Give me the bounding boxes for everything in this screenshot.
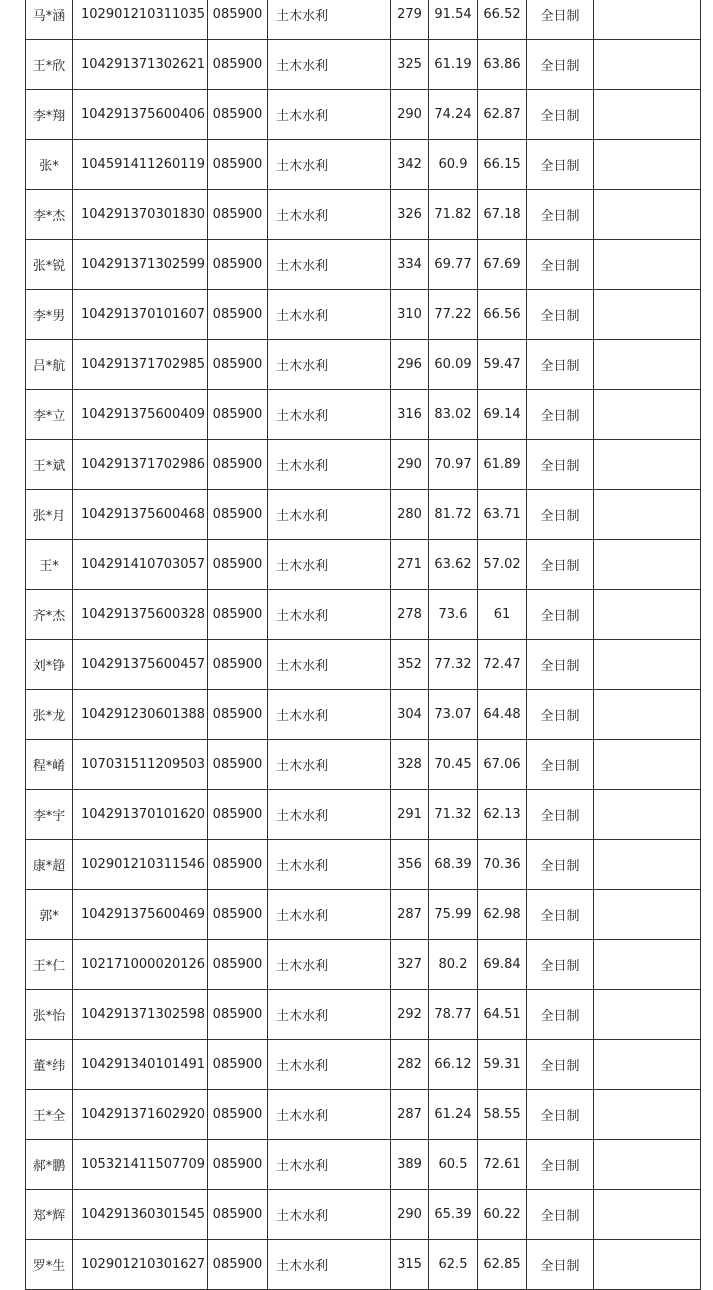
study-mode: 全日制 (527, 1090, 594, 1140)
candidate-name: 董*纬 (26, 1040, 73, 1090)
candidate-name: 王*仁 (26, 940, 73, 990)
remarks (594, 240, 701, 290)
table-row (26, 240, 701, 290)
table-row (26, 740, 701, 790)
remarks (594, 1140, 701, 1190)
major-name: 土木水利 (268, 790, 391, 840)
table-row (26, 190, 701, 240)
exam-number: 104291370301830 (73, 190, 208, 240)
total-score: 61.89 (478, 440, 527, 490)
total-score: 67.69 (478, 240, 527, 290)
table-row (26, 790, 701, 840)
total-score: 63.71 (478, 490, 527, 540)
initial-score: 296 (391, 340, 429, 390)
candidate-name: 李*宇 (26, 790, 73, 840)
major-code: 085900 (208, 790, 268, 840)
study-mode: 全日制 (527, 940, 594, 990)
initial-score: 356 (391, 840, 429, 890)
table-row (26, 0, 701, 40)
study-mode: 全日制 (527, 1040, 594, 1090)
major-code: 085900 (208, 440, 268, 490)
major-name: 土木水利 (268, 940, 391, 990)
initial-score: 327 (391, 940, 429, 990)
candidate-name: 刘*铮 (26, 640, 73, 690)
total-score: 57.02 (478, 540, 527, 590)
study-mode: 全日制 (527, 290, 594, 340)
initial-score: 342 (391, 140, 429, 190)
exam-number: 102171000020126 (73, 940, 208, 990)
exam-number: 104291375600409 (73, 390, 208, 440)
major-code: 085900 (208, 740, 268, 790)
table-row (26, 990, 701, 1040)
major-code: 085900 (208, 840, 268, 890)
total-score: 69.14 (478, 390, 527, 440)
retest-score: 77.32 (429, 640, 478, 690)
major-name: 土木水利 (268, 240, 391, 290)
major-name: 土木水利 (268, 690, 391, 740)
remarks (594, 740, 701, 790)
remarks (594, 640, 701, 690)
initial-score: 328 (391, 740, 429, 790)
study-mode: 全日制 (527, 390, 594, 440)
initial-score: 352 (391, 640, 429, 690)
major-name: 土木水利 (268, 840, 391, 890)
major-code: 085900 (208, 590, 268, 640)
initial-score: 279 (391, 0, 429, 40)
table-row (26, 640, 701, 690)
major-code: 085900 (208, 40, 268, 90)
major-name: 土木水利 (268, 890, 391, 940)
remarks (594, 340, 701, 390)
exam-number: 104291371302621 (73, 40, 208, 90)
initial-score: 291 (391, 790, 429, 840)
table-row (26, 1240, 701, 1290)
candidate-name: 郭* (26, 890, 73, 940)
major-name: 土木水利 (268, 190, 391, 240)
retest-score: 60.9 (429, 140, 478, 190)
admission-table (25, 0, 701, 1290)
total-score: 60.22 (478, 1190, 527, 1240)
major-name: 土木水利 (268, 440, 391, 490)
retest-score: 81.72 (429, 490, 478, 540)
exam-number: 102901210311035 (73, 0, 208, 40)
total-score: 66.52 (478, 0, 527, 40)
candidate-name: 康*超 (26, 840, 73, 890)
total-score: 62.98 (478, 890, 527, 940)
table-body (26, 0, 701, 1290)
retest-score: 62.5 (429, 1240, 478, 1290)
admission-list (25, 0, 701, 1290)
study-mode: 全日制 (527, 740, 594, 790)
study-mode: 全日制 (527, 1190, 594, 1240)
exam-number: 104291370101607 (73, 290, 208, 340)
major-code: 085900 (208, 190, 268, 240)
retest-score: 83.02 (429, 390, 478, 440)
retest-score: 65.39 (429, 1190, 478, 1240)
remarks (594, 1190, 701, 1240)
table-row (26, 1190, 701, 1240)
remarks (594, 290, 701, 340)
total-score: 67.18 (478, 190, 527, 240)
study-mode: 全日制 (527, 890, 594, 940)
total-score: 64.48 (478, 690, 527, 740)
total-score: 72.61 (478, 1140, 527, 1190)
study-mode: 全日制 (527, 240, 594, 290)
study-mode: 全日制 (527, 440, 594, 490)
total-score: 62.87 (478, 90, 527, 140)
exam-number: 104291410703057 (73, 540, 208, 590)
table-row (26, 590, 701, 640)
initial-score: 280 (391, 490, 429, 540)
initial-score: 290 (391, 90, 429, 140)
remarks (594, 1040, 701, 1090)
remarks (594, 990, 701, 1040)
remarks (594, 490, 701, 540)
candidate-name: 张*龙 (26, 690, 73, 740)
retest-score: 73.6 (429, 590, 478, 640)
major-name: 土木水利 (268, 740, 391, 790)
candidate-name: 郝*鹏 (26, 1140, 73, 1190)
retest-score: 61.19 (429, 40, 478, 90)
exam-number: 102901210301627 (73, 1240, 208, 1290)
study-mode: 全日制 (527, 490, 594, 540)
study-mode: 全日制 (527, 40, 594, 90)
major-code: 085900 (208, 890, 268, 940)
major-name: 土木水利 (268, 1140, 391, 1190)
candidate-name: 李*男 (26, 290, 73, 340)
retest-score: 63.62 (429, 540, 478, 590)
total-score: 58.55 (478, 1090, 527, 1140)
total-score: 62.13 (478, 790, 527, 840)
total-score: 61 (478, 590, 527, 640)
candidate-name: 张*锐 (26, 240, 73, 290)
initial-score: 316 (391, 390, 429, 440)
initial-score: 271 (391, 540, 429, 590)
study-mode: 全日制 (527, 690, 594, 740)
candidate-name: 王* (26, 540, 73, 590)
retest-score: 71.82 (429, 190, 478, 240)
total-score: 59.47 (478, 340, 527, 390)
retest-score: 73.07 (429, 690, 478, 740)
remarks (594, 840, 701, 890)
table-row (26, 290, 701, 340)
major-name: 土木水利 (268, 1040, 391, 1090)
study-mode: 全日制 (527, 790, 594, 840)
remarks (594, 1090, 701, 1140)
study-mode: 全日制 (527, 990, 594, 1040)
table-row (26, 540, 701, 590)
major-code: 085900 (208, 1140, 268, 1190)
candidate-name: 李*杰 (26, 190, 73, 240)
retest-score: 68.39 (429, 840, 478, 890)
total-score: 70.36 (478, 840, 527, 890)
remarks (594, 790, 701, 840)
major-name: 土木水利 (268, 640, 391, 690)
retest-score: 71.32 (429, 790, 478, 840)
major-code: 085900 (208, 140, 268, 190)
table-row (26, 840, 701, 890)
exam-number: 104291375600469 (73, 890, 208, 940)
total-score: 63.86 (478, 40, 527, 90)
candidate-name: 郑*辉 (26, 1190, 73, 1240)
candidate-name: 李*翔 (26, 90, 73, 140)
major-name: 土木水利 (268, 540, 391, 590)
total-score: 66.15 (478, 140, 527, 190)
remarks (594, 590, 701, 640)
candidate-name: 马*涵 (26, 0, 73, 40)
retest-score: 77.22 (429, 290, 478, 340)
retest-score: 78.77 (429, 990, 478, 1040)
remarks (594, 90, 701, 140)
retest-score: 60.5 (429, 1140, 478, 1190)
major-name: 土木水利 (268, 290, 391, 340)
candidate-name: 吕*航 (26, 340, 73, 390)
total-score: 64.51 (478, 990, 527, 1040)
initial-score: 278 (391, 590, 429, 640)
table-row (26, 440, 701, 490)
total-score: 62.85 (478, 1240, 527, 1290)
major-name: 土木水利 (268, 590, 391, 640)
study-mode: 全日制 (527, 640, 594, 690)
retest-score: 70.97 (429, 440, 478, 490)
total-score: 59.31 (478, 1040, 527, 1090)
major-code: 085900 (208, 1240, 268, 1290)
major-name: 土木水利 (268, 340, 391, 390)
remarks (594, 890, 701, 940)
remarks (594, 1240, 701, 1290)
study-mode: 全日制 (527, 840, 594, 890)
major-name: 土木水利 (268, 1090, 391, 1140)
candidate-name: 张*月 (26, 490, 73, 540)
exam-number: 104291371302598 (73, 990, 208, 1040)
major-name: 土木水利 (268, 140, 391, 190)
candidate-name: 张* (26, 140, 73, 190)
table-row (26, 890, 701, 940)
major-name: 土木水利 (268, 90, 391, 140)
major-name: 土木水利 (268, 40, 391, 90)
exam-number: 104291230601388 (73, 690, 208, 740)
major-code: 085900 (208, 1040, 268, 1090)
remarks (594, 940, 701, 990)
major-name: 土木水利 (268, 990, 391, 1040)
exam-number: 104291375600457 (73, 640, 208, 690)
retest-score: 69.77 (429, 240, 478, 290)
study-mode: 全日制 (527, 540, 594, 590)
initial-score: 287 (391, 890, 429, 940)
remarks (594, 0, 701, 40)
remarks (594, 40, 701, 90)
study-mode: 全日制 (527, 0, 594, 40)
major-name: 土木水利 (268, 1190, 391, 1240)
remarks (594, 390, 701, 440)
exam-number: 104291371702985 (73, 340, 208, 390)
initial-score: 310 (391, 290, 429, 340)
retest-score: 61.24 (429, 1090, 478, 1140)
major-name: 土木水利 (268, 0, 391, 40)
initial-score: 389 (391, 1140, 429, 1190)
major-code: 085900 (208, 290, 268, 340)
retest-score: 80.2 (429, 940, 478, 990)
candidate-name: 罗*生 (26, 1240, 73, 1290)
study-mode: 全日制 (527, 90, 594, 140)
major-code: 085900 (208, 340, 268, 390)
remarks (594, 690, 701, 740)
total-score: 69.84 (478, 940, 527, 990)
retest-score: 74.24 (429, 90, 478, 140)
table-row (26, 1090, 701, 1140)
initial-score: 292 (391, 990, 429, 1040)
major-code: 085900 (208, 690, 268, 740)
table-row (26, 140, 701, 190)
total-score: 72.47 (478, 640, 527, 690)
remarks (594, 140, 701, 190)
major-code: 085900 (208, 540, 268, 590)
major-code: 085900 (208, 1090, 268, 1140)
candidate-name: 齐*杰 (26, 590, 73, 640)
exam-number: 105321411507709 (73, 1140, 208, 1190)
exam-number: 104591411260119 (73, 140, 208, 190)
initial-score: 315 (391, 1240, 429, 1290)
total-score: 66.56 (478, 290, 527, 340)
remarks (594, 190, 701, 240)
initial-score: 325 (391, 40, 429, 90)
major-code: 085900 (208, 490, 268, 540)
major-code: 085900 (208, 640, 268, 690)
total-score: 67.06 (478, 740, 527, 790)
candidate-name: 张*怡 (26, 990, 73, 1040)
major-code: 085900 (208, 990, 268, 1040)
initial-score: 287 (391, 1090, 429, 1140)
initial-score: 334 (391, 240, 429, 290)
table-row (26, 40, 701, 90)
table-row (26, 90, 701, 140)
candidate-name: 王*全 (26, 1090, 73, 1140)
exam-number: 104291370101620 (73, 790, 208, 840)
retest-score: 70.45 (429, 740, 478, 790)
retest-score: 91.54 (429, 0, 478, 40)
study-mode: 全日制 (527, 190, 594, 240)
retest-score: 75.99 (429, 890, 478, 940)
table-row (26, 690, 701, 740)
study-mode: 全日制 (527, 140, 594, 190)
exam-number: 104291360301545 (73, 1190, 208, 1240)
exam-number: 102901210311546 (73, 840, 208, 890)
major-code: 085900 (208, 1190, 268, 1240)
major-code: 085900 (208, 390, 268, 440)
table-row (26, 940, 701, 990)
candidate-name: 王*欣 (26, 40, 73, 90)
exam-number: 104291375600406 (73, 90, 208, 140)
remarks (594, 540, 701, 590)
major-name: 土木水利 (268, 1240, 391, 1290)
exam-number: 104291340101491 (73, 1040, 208, 1090)
major-code: 085900 (208, 940, 268, 990)
major-name: 土木水利 (268, 390, 391, 440)
major-code: 085900 (208, 240, 268, 290)
exam-number: 104291375600328 (73, 590, 208, 640)
exam-number: 104291371302599 (73, 240, 208, 290)
exam-number: 104291371702986 (73, 440, 208, 490)
candidate-name: 王*斌 (26, 440, 73, 490)
retest-score: 60.09 (429, 340, 478, 390)
exam-number: 104291375600468 (73, 490, 208, 540)
study-mode: 全日制 (527, 340, 594, 390)
initial-score: 304 (391, 690, 429, 740)
initial-score: 290 (391, 1190, 429, 1240)
table-row (26, 340, 701, 390)
exam-number: 107031511209503 (73, 740, 208, 790)
major-code: 085900 (208, 0, 268, 40)
table-row (26, 1040, 701, 1090)
remarks (594, 440, 701, 490)
initial-score: 326 (391, 190, 429, 240)
initial-score: 282 (391, 1040, 429, 1090)
study-mode: 全日制 (527, 1240, 594, 1290)
study-mode: 全日制 (527, 1140, 594, 1190)
table-row (26, 390, 701, 440)
study-mode: 全日制 (527, 590, 594, 640)
exam-number: 104291371602920 (73, 1090, 208, 1140)
candidate-name: 程*崤 (26, 740, 73, 790)
table-row (26, 490, 701, 540)
major-code: 085900 (208, 90, 268, 140)
initial-score: 290 (391, 440, 429, 490)
table-row (26, 1140, 701, 1190)
candidate-name: 李*立 (26, 390, 73, 440)
retest-score: 66.12 (429, 1040, 478, 1090)
major-name: 土木水利 (268, 490, 391, 540)
